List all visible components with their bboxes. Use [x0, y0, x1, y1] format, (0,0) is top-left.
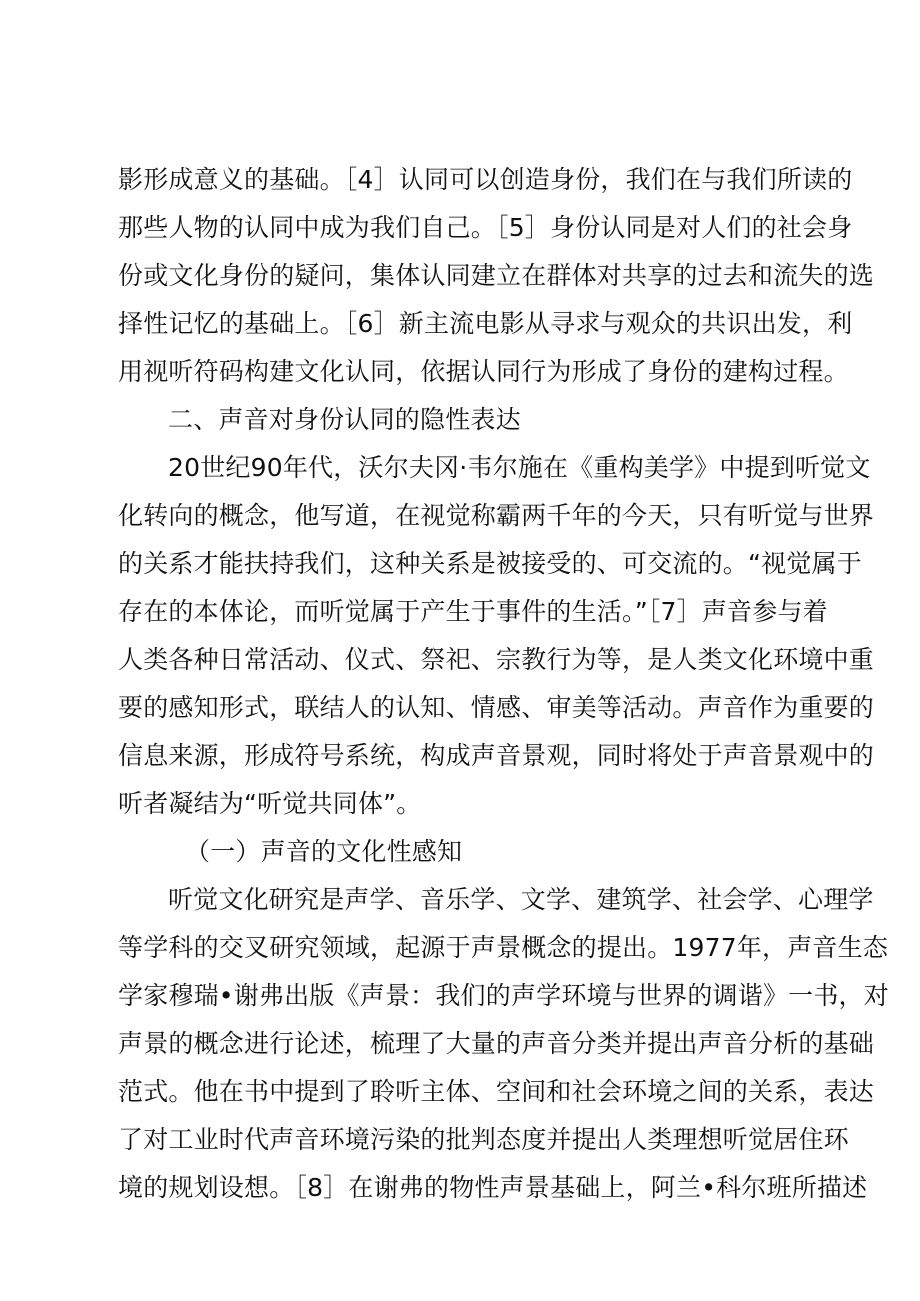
- text-line: 用视听符码构建文化认同，依据认同行为形成了身份的建构过程。: [118, 357, 849, 386]
- text-line: 声景的概念进行论述，梳理了大量的声音分类并提出声音分析的基础: [118, 1029, 875, 1058]
- text-line: 影形成意义的基础。［4］认同可以创造身份，我们在与我们所读的: [118, 165, 853, 194]
- text-line: 那些人物的认同中成为我们自己。［5］身份认同是对人们的社会身: [118, 213, 853, 242]
- text-line: 听者凝结为“听觉共同体”。: [118, 789, 422, 818]
- text-line: 学家穆瑞•谢弗出版《声景：我们的声学环境与世界的调谐》一书，对: [118, 981, 889, 1010]
- subsection-heading: （一）声音的文化性感知: [185, 837, 463, 866]
- text-line: 境的规划设想。［8］在谢弗的物性声景基础上，阿兰•科尔班所描述: [118, 1173, 868, 1202]
- text-line: 了对工业时代声音环境污染的批判态度并提出人类理想听觉居住环: [118, 1125, 849, 1154]
- text-line: 择性记忆的基础上。［6］新主流电影从寻求与观众的共识出发，利: [118, 309, 853, 338]
- text-line: 要的感知形式，联结人的认知、情感、审美等活动。声音作为重要的: [118, 693, 875, 722]
- section-heading: 二、声音对身份认同的隐性表达: [168, 405, 521, 434]
- text-line: 信息来源，形成符号系统，构成声音景观，同时将处于声音景观中的: [118, 741, 875, 770]
- text-line: 听觉文化研究是声学、音乐学、文学、建筑学、社会学、心理学: [168, 885, 874, 914]
- text-line: 20世纪90年代，沃尔夫冈·韦尔施在《重构美学》中提到听觉文: [168, 453, 871, 482]
- text-line: 份或文化身份的疑问，集体认同建立在群体对共享的过去和流失的选: [118, 261, 875, 290]
- text-line: 的关系才能扶持我们，这种关系是被接受的、可交流的。“视觉属于: [118, 549, 862, 578]
- text-line: 等学科的交叉研究领域，起源于声景概念的提出。1977年，声音生态: [118, 933, 889, 962]
- text-line: 人类各种日常活动、仪式、祭祀、宗教行为等，是人类文化环境中重: [118, 645, 875, 674]
- text-line: 存在的本体论，而听觉属于产生于事件的生活。”［7］声音参与着: [118, 597, 828, 626]
- text-line: 化转向的概念，他写道，在视觉称霸两千年的今天，只有听觉与世界: [118, 501, 875, 530]
- text-line: 范式。他在书中提到了聆听主体、空间和社会环境之间的关系，表达: [118, 1077, 875, 1106]
